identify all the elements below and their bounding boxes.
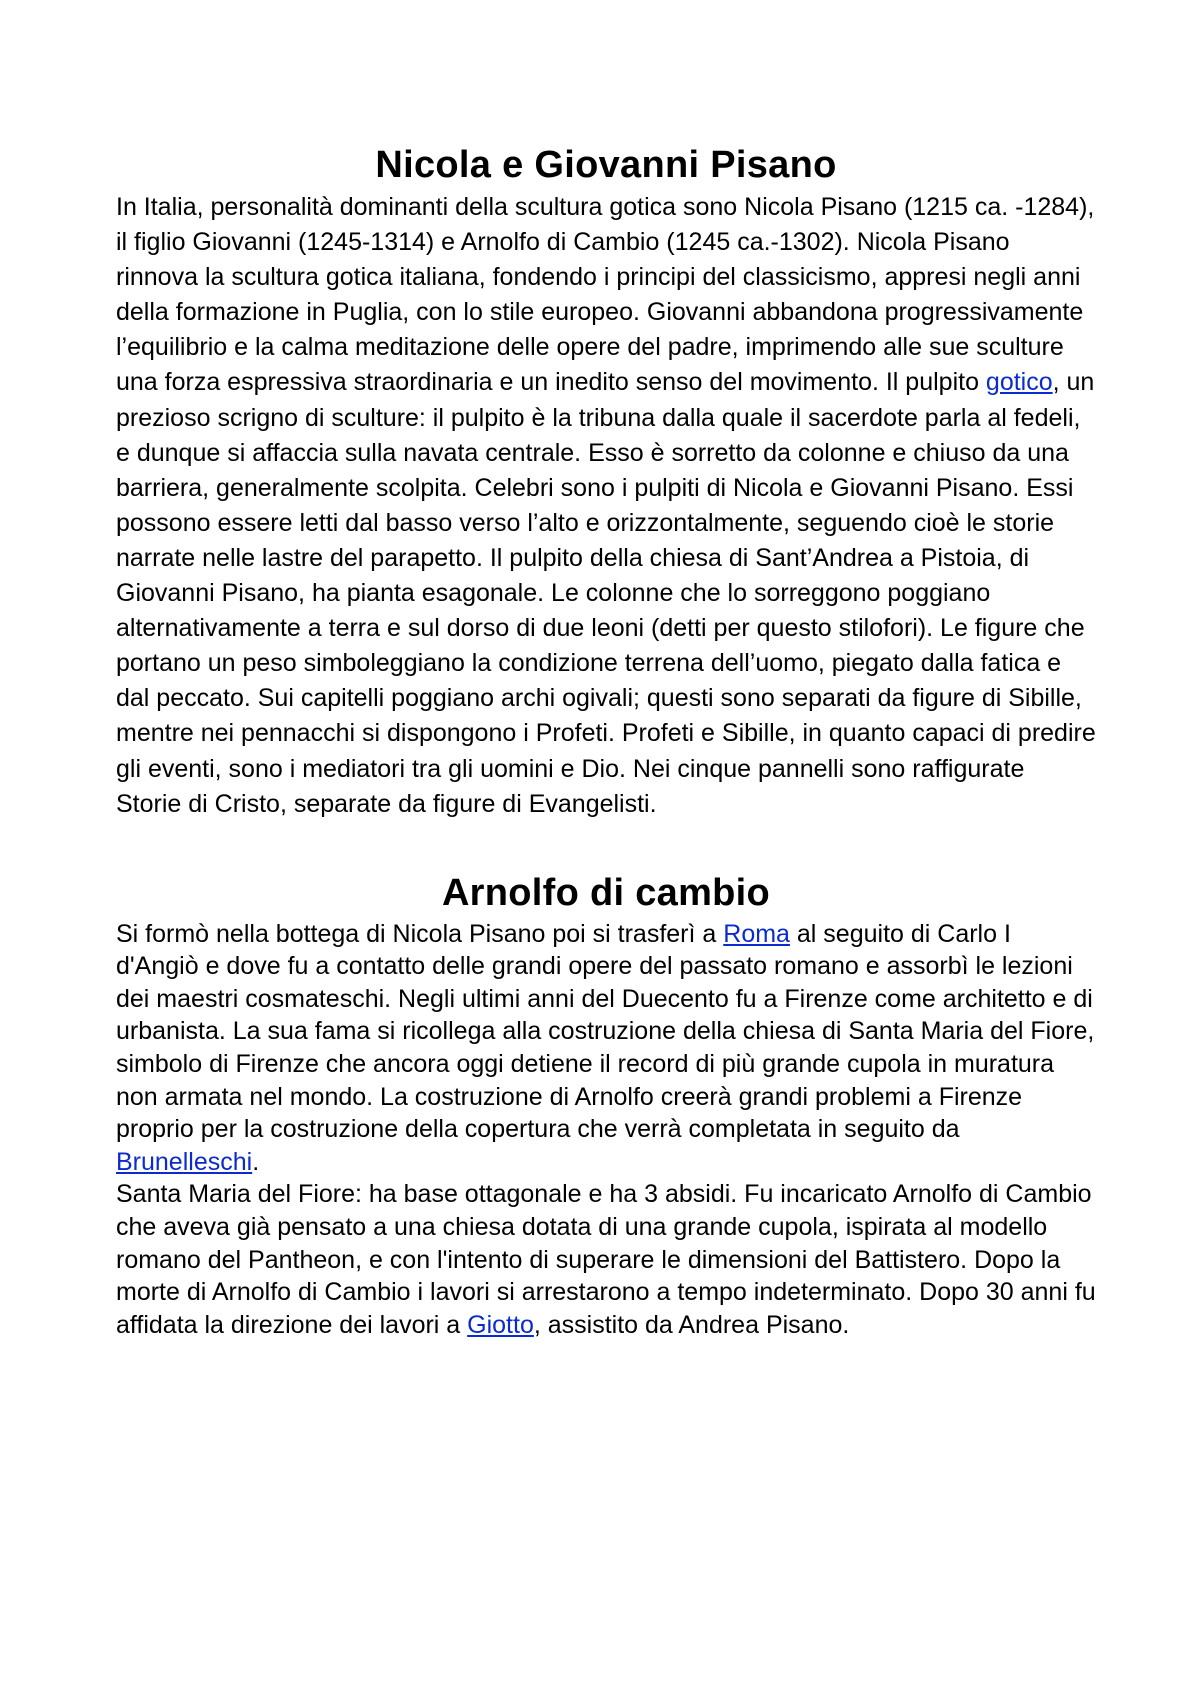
paragraph-pisano (116, 190, 1096, 822)
paragraph-text: , assistito da Andrea Pisano. (533, 1310, 850, 1339)
paragraph-text: . (252, 1147, 260, 1176)
link-roma[interactable]: Roma (723, 919, 790, 948)
section-nicola-giovanni-pisano (116, 140, 1096, 822)
paragraph-text: al seguito di Carlo I d'Angiò e dove fu a contatto delle grandi opere del passato romano e assorbì le lezioni dei maestri cosmateschi. Negli ultimi anni del Duecento fu a Firenze come architetto e di urbanista. La sua fama si ricollega alla costruzione della chiesa di Santa Maria del Fiore, simbolo di Firenze che ancora oggi detiene il record di più grande cupola in muratura non armata nel mondo. La costruzione di Arnolfo creerà grandi problemi a Firenze proprio per la costruzione della copertura che verrà completata in seguito da (116, 919, 1095, 1144)
section-spacer (116, 822, 1096, 868)
section-title-arnolfo: Arnolfo di cambio (441, 871, 771, 914)
paragraph-text: , un prezioso scrigno di sculture: il pulpito è la tribuna dalla quale il sacerdote parla al fedeli, e dunque si affaccia sulla navata centrale. Esso è sorretto da colonne e chiuso da una barriera, generalmente scolpita. Celebri sono i pulpiti di Nicola e Giovanni Pisano. Essi possono essere letti dal basso verso l’alto e orizzontalmente, seguendo cioè le storie narrate nelle lastre del parapetto. Il pulpito della chiesa di Sant’Andrea a Pistoia, di Giovanni Pisano, ha pianta esagonale. Le colonne che lo sorreggono poggiano alternativamente a terra e sul dorso di due leoni (detti per questo stilofori). Le figure che portano un peso simboleggiano la condizione terrena dell’uomo, piegato dalla fatica e dal peccato. Sui capitelli poggiano archi ogivali; questi sono separati da figure di Sibille, mentre nei pennacchi si dispongono i Profeti. Profeti e Sibille, in quanto capaci di predire gli eventi, sono i mediatori tra gli uomini e Dio. Nei cinque pannelli sono raffigurate Storie di Cristo, separate da figure di Evangelisti. (116, 368, 1096, 818)
paragraph-arnolfo-1 (116, 918, 1096, 1179)
link-giotto[interactable]: Giotto (467, 1310, 534, 1339)
paragraph-text: Santa Maria del Fiore: ha base ottagonale e ha 3 absidi. Fu incaricato Arnolfo di Cambio che aveva già pensato a una chiesa dotata di una grande cupola, ispirata al modello romano del Pantheon, e con l'intento di superare le dimensioni del Battistero. Dopo la morte di Arnolfo di Cambio i lavori si arrestarono a tempo indeterminato. Dopo 30 anni fu affidata la direzione dei lavori a (116, 1180, 1096, 1339)
paragraph-text: In Italia, personalità dominanti della scultura gotica sono Nicola Pisano (1215 ca. -1284), il figlio Giovanni (1245-1314) e Arnolfo di Cambio (1245 ca.-1302). Nicola Pisano rinnova la scultura gotica italiana, fondendo i principi del classicismo, appresi negli anni della formazione in Puglia, con lo stile europeo. Giovanni abbandona progressivamente l’equilibrio e la calma meditazione delle opere del padre, imprimendo alle sue sculture una forza espressiva straordinaria e un inedito senso del movimento. Il pulpito (116, 193, 1095, 397)
link-gotico[interactable]: gotico (985, 368, 1053, 397)
document-page (116, 140, 1096, 1341)
paragraph-text: Si formò nella bottega di Nicola Pisano poi si trasferì a (116, 919, 724, 948)
link-brunelleschi[interactable]: Brunelleschi (116, 1147, 253, 1176)
section-arnolfo-di-cambio (116, 868, 1096, 1342)
section-title-pisano: Nicola e Giovanni Pisano (375, 144, 837, 186)
paragraph-arnolfo-2 (116, 1178, 1096, 1341)
